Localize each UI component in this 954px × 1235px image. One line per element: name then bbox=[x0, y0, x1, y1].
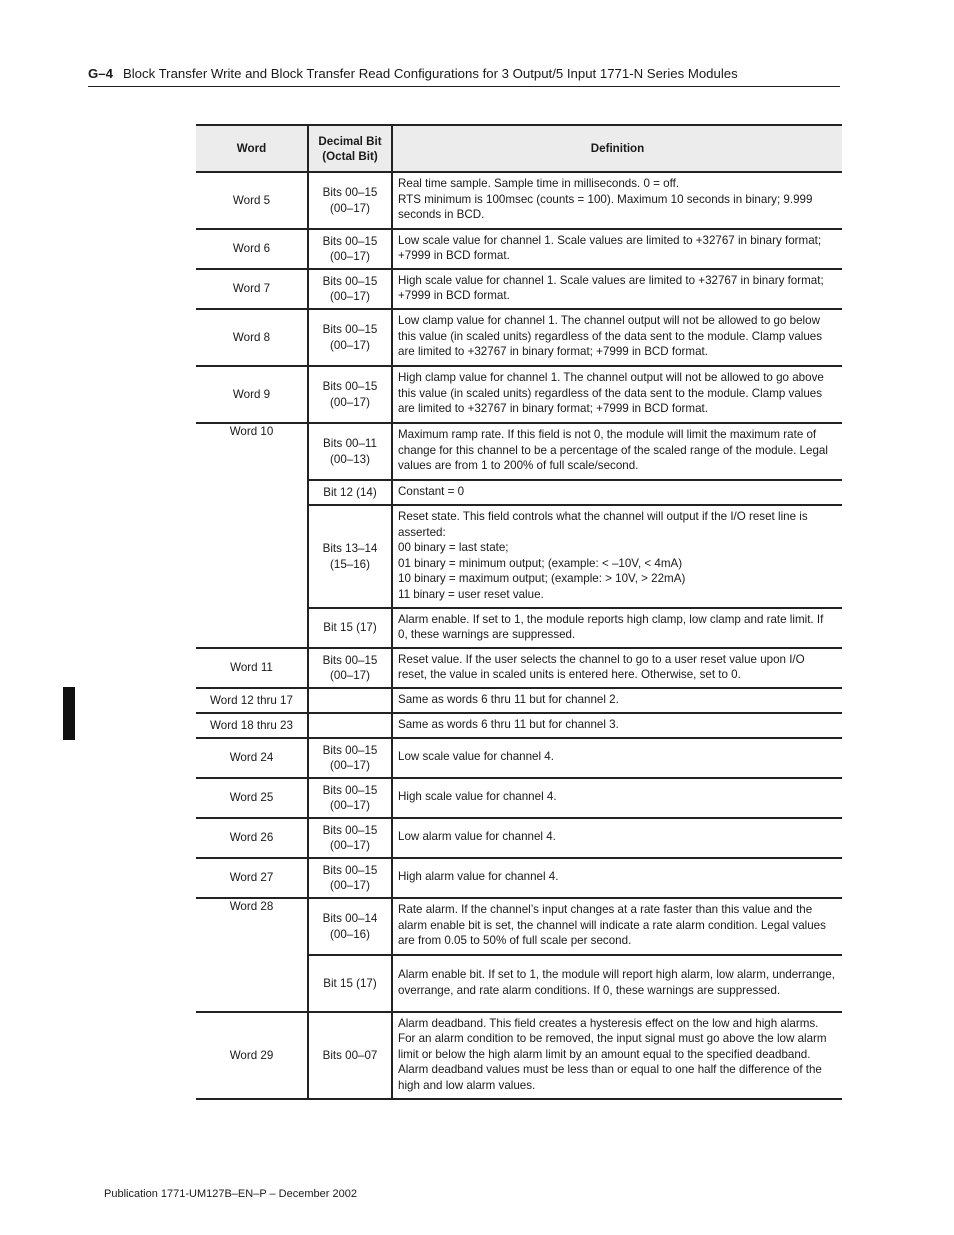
page-title: Block Transfer Write and Block Transfer Read Configurations for 3 Output/5 Input 1771-N Series Modules bbox=[122, 66, 738, 81]
definition-cell: Maximum ramp rate. If this field is not 0, the module will limit the maximum rate of change for this channel to be a percentage of the scaled range of the module. Legal values are from 1 to 200% of full scale/second. bbox=[398, 428, 828, 473]
definition-cell: Low scale value for channel 1. Scale values are limited to +32767 in binary format; +7999 in BCD format. bbox=[398, 233, 822, 262]
definition-cell: High clamp value for channel 1. The channel output will not be allowed to go above this value (in scaled units) regardless of the data sent to the module. Clamp values are limited to +32767 in binary format; +7999 in BCD format. bbox=[398, 371, 824, 416]
bits-cell: Bit 15 (17) bbox=[308, 955, 392, 1012]
header-rule bbox=[88, 86, 840, 87]
table-row bbox=[196, 738, 842, 778]
table-row bbox=[196, 648, 842, 688]
publication-footer: Publication 1771-UM127B–EN–P – December 2002 bbox=[104, 1188, 357, 1200]
bits-cell: Bits 00–11 (00–13) bbox=[308, 423, 392, 480]
table-row bbox=[196, 423, 842, 480]
table-row bbox=[196, 229, 842, 269]
definition-cell: High scale value for channel 4. bbox=[398, 790, 557, 804]
bits-cell: Bits 00–15 (00–17) bbox=[308, 309, 392, 366]
word-cell: Word 26 bbox=[196, 818, 308, 858]
definition-cell: Same as words 6 thru 11 but for channel 2. bbox=[398, 692, 619, 706]
word-cell: Word 25 bbox=[196, 778, 308, 818]
bits-cell bbox=[308, 688, 392, 713]
definition-cell: Real time sample. Sample time in milliseconds. 0 = off. RTS minimum is 100msec (counts = 100). Maximum 10 seconds in binary; 9.999 seconds in BCD. bbox=[398, 177, 813, 222]
definition-cell: Low alarm value for channel 4. bbox=[398, 830, 556, 844]
bits-cell: Bits 00–14 (00–16) bbox=[308, 898, 392, 955]
bits-cell: Bits 00–15 (00–17) bbox=[308, 172, 392, 229]
table-row bbox=[196, 898, 842, 955]
definition-cell: Alarm enable bit. If set to 1, the module will report high alarm, low alarm, underrange, overrange, and rate alarm conditions. If 0, these warnings are suppressed. bbox=[392, 955, 842, 1012]
word-cell: Word 24 bbox=[196, 738, 308, 778]
definition-cell: Reset state. This field controls what the channel will output if the I/O reset line is asserted: 00 binary = last state; 01 binary = minimum output; (example: < –10V, < 4mA) 10 binary = maximum output; (example: > 10V, > 22mA) 11 binary = user reset value. bbox=[392, 505, 842, 608]
word-cell: Word 11 bbox=[196, 648, 308, 688]
word-cell: Word 5 bbox=[196, 172, 308, 229]
definition-cell: Alarm enable. If set to 1, the module reports high clamp, low clamp and rate limit. If 0, these warnings are suppressed. bbox=[392, 608, 842, 648]
table-row bbox=[196, 858, 842, 898]
word-cell: Word 7 bbox=[196, 269, 308, 309]
page-number: G–4 bbox=[88, 66, 113, 81]
definition-cell: Low scale value for channel 4. bbox=[398, 750, 554, 764]
bits-cell: Bits 00–15 (00–17) bbox=[308, 778, 392, 818]
table-row bbox=[196, 309, 842, 366]
word-cell: Word 28 bbox=[196, 898, 308, 1012]
bits-cell: Bits 00–07 bbox=[308, 1012, 392, 1099]
bits-cell bbox=[308, 713, 392, 738]
bits-cell: Bits 00–15 (00–17) bbox=[308, 229, 392, 269]
word-cell: Word 10 bbox=[196, 423, 308, 648]
column-header-definition: Definition bbox=[392, 125, 842, 172]
definition-cell: Reset value. If the user selects the channel to go to a user reset value upon I/O reset, the value in scaled units is entered here. Otherwise, set to 0. bbox=[398, 652, 805, 681]
word-cell: Word 8 bbox=[196, 309, 308, 366]
section-tab-marker bbox=[63, 687, 75, 740]
table-row bbox=[196, 366, 842, 423]
column-header-bits: Decimal Bit (Octal Bit) bbox=[308, 125, 392, 172]
table-row bbox=[196, 172, 842, 229]
definition-cell: High scale value for channel 1. Scale values are limited to +32767 in binary format; +7999 in BCD format. bbox=[398, 273, 824, 302]
bits-cell: Bits 00–15 (00–17) bbox=[308, 858, 392, 898]
bits-cell: Bits 13–14 (15–16) bbox=[308, 505, 392, 608]
bits-cell: Bit 12 (14) bbox=[308, 480, 392, 505]
table-row bbox=[196, 713, 842, 738]
word-cell: Word 6 bbox=[196, 229, 308, 269]
definition-cell: High alarm value for channel 4. bbox=[398, 870, 559, 884]
word-cell: Word 18 thru 23 bbox=[196, 713, 308, 738]
definition-cell: Constant = 0 bbox=[392, 480, 842, 505]
bits-cell: Bits 00–15 (00–17) bbox=[308, 818, 392, 858]
word-cell: Word 9 bbox=[196, 366, 308, 423]
bits-cell: Bits 00–15 (00–17) bbox=[308, 738, 392, 778]
table-row bbox=[196, 778, 842, 818]
configuration-table bbox=[196, 124, 842, 1100]
definition-cell: Alarm deadband. This field creates a hysteresis effect on the low and high alarms. For an alarm condition to be removed, the input signal must go above the low alarm limit or below the high alarm limit by an amount equal to the specified deadband. Alarm deadband values must be less than or equal to one half the difference of the high and low alarm values. bbox=[398, 1016, 827, 1092]
table-row bbox=[196, 688, 842, 713]
table-row bbox=[196, 269, 842, 309]
word-cell: Word 12 thru 17 bbox=[196, 688, 308, 713]
word-cell: Word 29 bbox=[196, 1012, 308, 1099]
definition-cell: Same as words 6 thru 11 but for channel 3. bbox=[398, 717, 619, 731]
definition-cell: Low clamp value for channel 1. The channel output will not be allowed to go below this value (in scaled units) regardless of the data sent to the module. Clamp values are limited to +32767 in binary format; +7999 in BCD format. bbox=[398, 314, 823, 359]
bits-cell: Bits 00–15 (00–17) bbox=[308, 648, 392, 688]
column-header-word: Word bbox=[196, 125, 308, 172]
definition-cell: Rate alarm. If the channel’s input changes at a rate faster than this value and the alarm enable bit is set, the channel will indicate a rate alarm condition. Legal values are from 0.05 to 50% of full scale per second. bbox=[398, 903, 826, 948]
table-row bbox=[196, 818, 842, 858]
bits-cell: Bits 00–15 (00–17) bbox=[308, 269, 392, 309]
bits-cell: Bits 00–15 (00–17) bbox=[308, 366, 392, 423]
table-header-row bbox=[196, 125, 842, 172]
page-header bbox=[88, 66, 840, 86]
bits-cell: Bit 15 (17) bbox=[308, 608, 392, 648]
table-row bbox=[196, 1012, 842, 1099]
word-cell: Word 27 bbox=[196, 858, 308, 898]
